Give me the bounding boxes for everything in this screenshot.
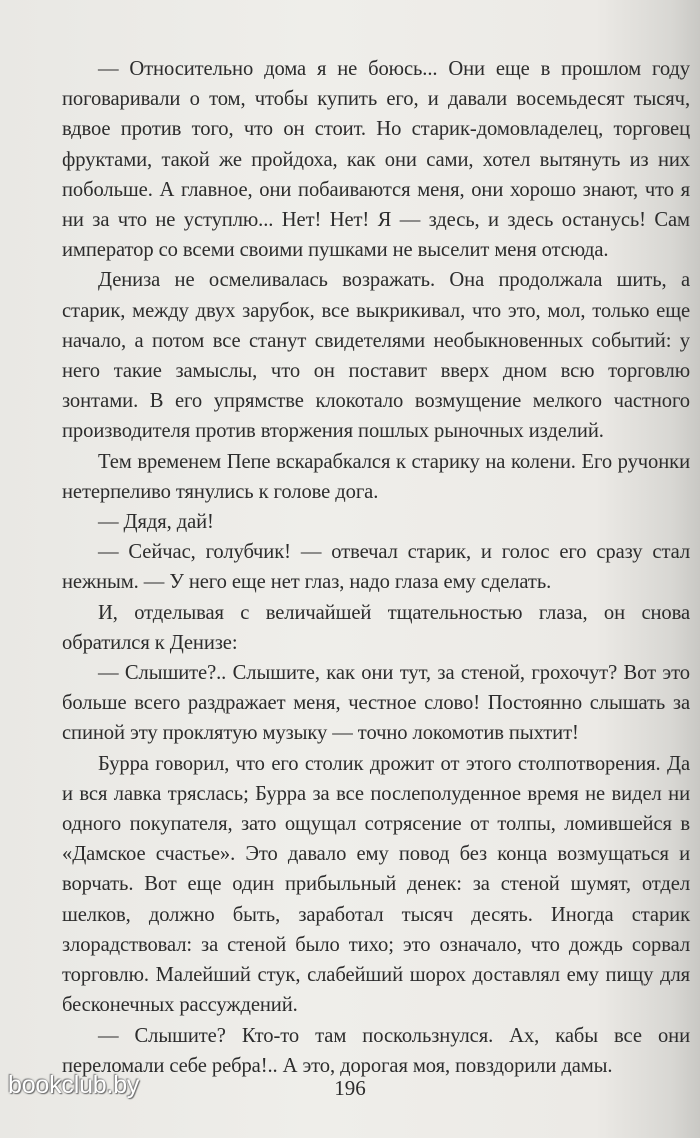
page-number: 196 [334, 1076, 366, 1100]
paragraph: — Дядя, дай! [98, 511, 214, 534]
paragraph: Дениза не осмеливалась возражать. Она продолжала шить, а старик, между двух зарубок, все выкрикивал, что это, мол, только еще начало, а потом все станут свидетелями необыкновенных событий: у него такие замыслы, что он поставит вверх дном всю торговлю зонтами. В его упрямстве клокотало возмущение мелкого частного производителя против вторжения пошлых рыночных изделий. [62, 269, 690, 443]
paragraph: — Слышите? Кто-то там поскользнулся. Ах, кабы все они переломали себе ребра!.. А это, дорогая моя, повздорили дамы. [62, 1024, 690, 1077]
paragraph: — Относительно дома я не боюсь... Они еще в прошлом году поговаривали о том, чтобы купить его, и давали восемьдесят тысяч, вдвое против того, что он стоит. Но старик-домовладелец, торговец фруктами, такой же пройдоха, как они сами, хотел вытянуть из них побольше. А главное, они побаиваются меня, они хорошо знают, что я ни за что не уступлю... Нет! Нет! Я — здесь, и здесь останусь! Сам император со всеми своими пушками не выселит меня отсюда. [62, 58, 690, 262]
paragraph: Тем временем Пепе вскарабкался к старику на колени. Его ручонки нетерпеливо тянулись к голове дога. [62, 450, 690, 503]
body-text [62, 54, 690, 1081]
paragraph: Бурра говорил, что его столик дрожит от этого столпотворения. Да и вся лавка тряслась; Бурра за все послеполуденное время не видел ни одного покупателя, зато ощущал сотрясение от толпы, ломившейся в «Дамское счастье». Это давало ему повод без конца возмущаться и ворчать. Вот еще один прибыльный денек: за стеной шумят, отдел шелков, должно быть, заработал тысяч десять. Иногда старик злорадствовал: за стеной было тихо; это означало, что дождь сорвал торговлю. Малейший стук, слабейший шорох доставлял ему пищу для бесконечных рассуждений. [62, 752, 690, 1017]
watermark-logo: bookclub.by [8, 1071, 140, 1099]
paragraph: И, отделывая с величайшей тщательностью глаза, он снова обратился к Денизе: [62, 601, 690, 654]
paragraph: — Сейчас, голубчик! — отвечал старик, и голос его сразу стал нежным. — У него еще нет глаз, надо глаза ему сделать. [62, 541, 690, 594]
paragraph: — Слышите?.. Слышите, как они тут, за стеной, грохочут? Вот это больше всего раздражает меня, честное слово! Постоянно слышать за спиной эту проклятую музыку — точно локомотив пыхтит! [62, 662, 690, 745]
